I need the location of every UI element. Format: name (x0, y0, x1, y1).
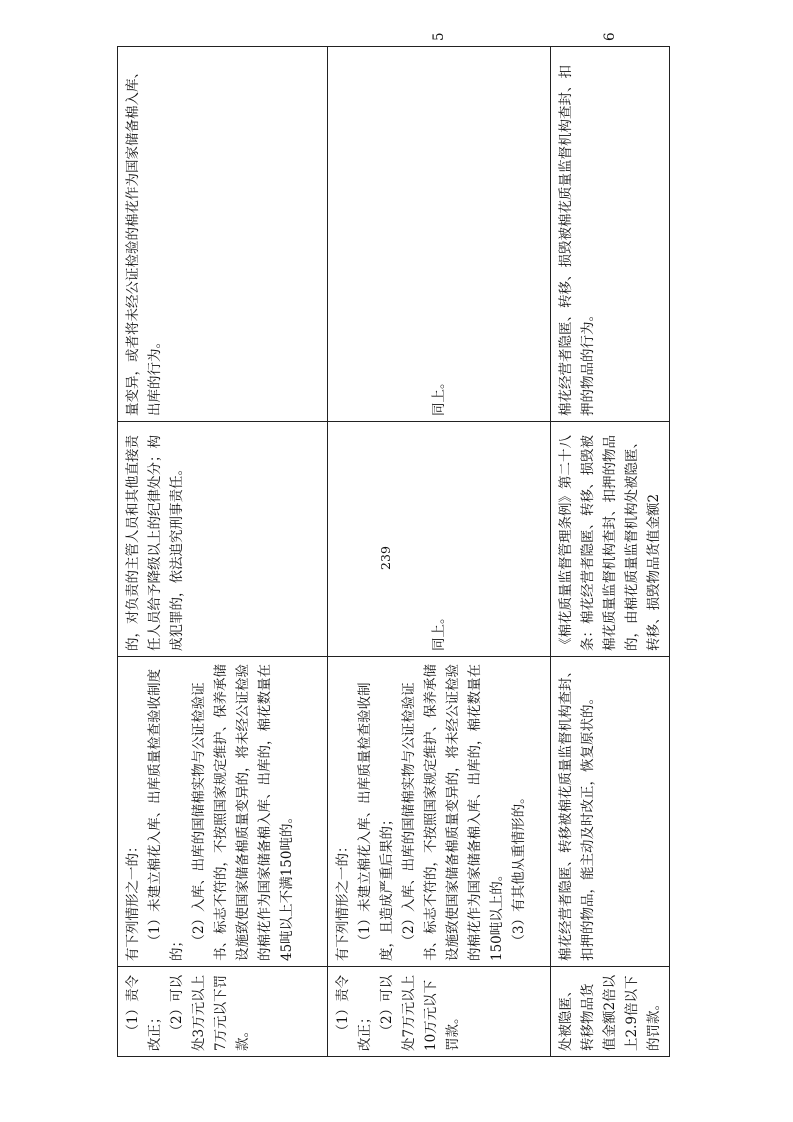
violation-text: 同上。 (431, 375, 447, 416)
row-number: 6 (602, 32, 618, 41)
situation-cell (328, 656, 551, 966)
violation-text: 棉花经营者隐匿、转移、损毁被棉花质量监督机构查封、扣押的物品的行为。 (558, 64, 596, 416)
table-row (551, 46, 670, 1056)
page-number: 239 (378, 546, 393, 570)
situation-line: （1）未建立棉花入库、出库质量检查验收制度的； (147, 668, 185, 961)
penalty-cell (118, 967, 328, 1057)
penalty-line: （2）可以处3万元以上7万元以下罚款。 (169, 974, 251, 1051)
situation-line: （3）有其他从重情形的。 (511, 790, 527, 948)
legal-basis-text: 的，对负责的主管人员和其他直接责任人员给予降级以上的纪律处分；构成犯罪的，依法追究刑事责任。 (125, 434, 185, 651)
legal-basis-text: 《棉花质量监督管理条例》第二十八条：棉花经营者隐匿、转移、损毁被棉花质量监督机构查封、扣押的物品的，由棉花质量监督机构处被隐匿、转移、损毁物品货值金额2 (558, 434, 662, 651)
table-row (328, 46, 551, 1056)
violation-cell (551, 46, 670, 421)
violation-cell (328, 46, 551, 421)
situation-line: （2）入库、出库的国储棉实物与公证检验证书、标志不符的，不按照国家规定维护、保养承储设施致使国家储备棉质量变异的，将未经公证检验的棉花作为国家储备棉入库、出库的，棉花数量在45吨以上不满150吨的。 (191, 664, 295, 961)
legal-basis-cell (118, 421, 328, 656)
situation-cell (118, 656, 328, 966)
penalty-line: （2）可以处7万元以上10万元以下罚款。 (379, 974, 461, 1051)
table-row (118, 46, 328, 1056)
penalty-line: （1）责令改正； (125, 974, 163, 1051)
violation-cell (118, 46, 328, 421)
penalty-line: 处被隐匿、转移物品货值金额2倍以上2.9倍以下的罚款。 (558, 974, 662, 1051)
situation-cell (551, 656, 670, 966)
row-number: 5 (431, 32, 447, 41)
situation-line: （2）入库、出库的国储棉实物与公证检验证书、标志不符的，不按照国家规定维护、保养承储设施致使国家储备棉质量变异的，将未经公证检验的棉花作为国家储备棉入库、出库的，棉花数量在150吨以上的。 (401, 664, 505, 961)
situation-line: （1）未建立棉花入库、出库质量检查验收制度，且造成严重后果的； (357, 682, 395, 961)
penalty-cell (328, 967, 551, 1057)
situation-line: 棉花经营者隐匿、转移被棉花质量监督机构查封、扣押的物品，能主动及时改正，恢复原状的。 (558, 664, 596, 961)
penalty-cell (551, 967, 670, 1057)
violation-text: 量变异，或者将未经公证检验的棉花作为国家储备棉入库、出库的行为。 (125, 64, 163, 416)
legal-basis-cell (328, 421, 551, 656)
legal-basis-cell (551, 421, 670, 656)
situation-line: 有下列情形之一的： (335, 839, 351, 961)
situation-line: 有下列情形之一的： (125, 839, 141, 961)
legal-basis-text: 同上。 (431, 610, 447, 651)
penalty-line: （1）责令改正； (335, 974, 373, 1051)
